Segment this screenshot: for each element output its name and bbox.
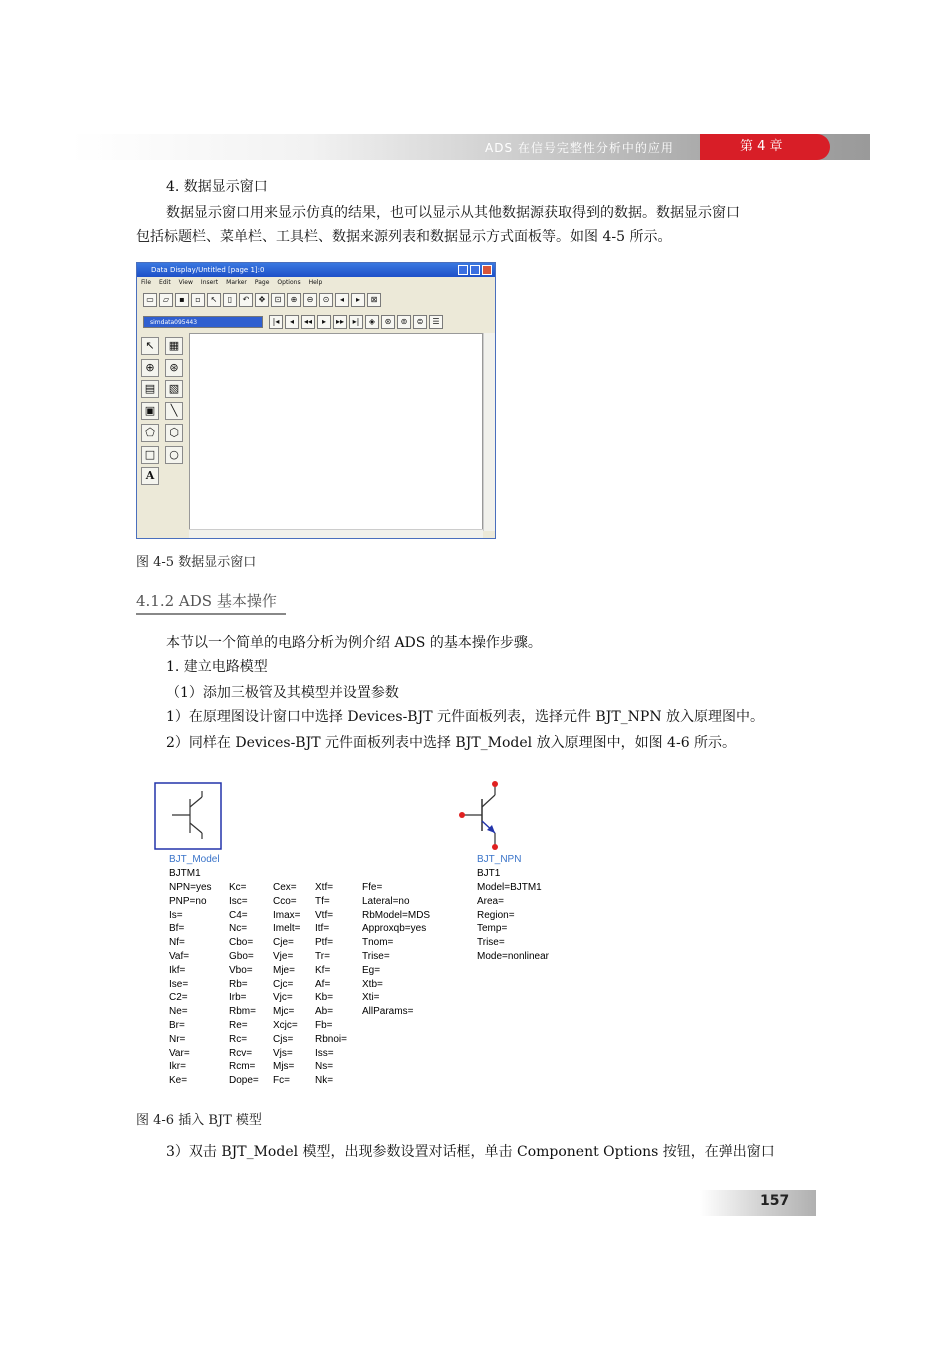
bjt-model-params-col2: [229, 881, 259, 1088]
line-icon[interactable]: ╲: [165, 402, 183, 420]
rectangle-icon[interactable]: □: [141, 446, 159, 464]
param-entry: Vaf=: [169, 950, 190, 962]
param-entry: Rbnoi=: [315, 1033, 347, 1045]
param-entry: Vjs=: [273, 1047, 293, 1059]
last-icon[interactable]: ▸|: [349, 315, 363, 329]
running-header-title: ADS 在信号完整性分析中的应用: [485, 141, 674, 155]
polar-plot-icon[interactable]: ⊕: [141, 359, 159, 377]
param-entry: Ffe=: [362, 882, 383, 893]
paragraph-line: 包括标题栏、菜单栏、工具栏、数据来源列表和数据显示方式面板等。如图 4-5 所示。: [136, 229, 672, 245]
bjt-model-params-col5: [362, 881, 430, 1019]
param-entry: C4=: [229, 909, 248, 921]
param-entry: Cex=: [273, 882, 297, 893]
zoom-out-icon[interactable]: ⊖: [303, 293, 317, 307]
list-settings-icon[interactable]: ☰: [429, 315, 443, 329]
param-entry: Mjs=: [273, 1061, 295, 1073]
param-entry: Rcm=: [229, 1061, 256, 1073]
param-entry: Rc=: [229, 1033, 248, 1045]
param-entry: Cjc=: [273, 978, 294, 990]
param-entry: Eg=: [362, 964, 381, 976]
param-entry: Fc=: [273, 1075, 290, 1087]
close-icon[interactable]: [482, 265, 492, 275]
param-entry: Iss=: [315, 1047, 334, 1059]
param-entry: Kf=: [315, 964, 331, 976]
param-entry: Vbo=: [229, 964, 253, 976]
figure-caption: 图 4-5 数据显示窗口: [136, 555, 257, 570]
param-entry: Nf=: [169, 937, 185, 949]
param-entry: Dope=: [229, 1075, 259, 1087]
param-entry: Af=: [315, 978, 331, 990]
chapter-tab: 第 4 章: [700, 134, 830, 160]
list-icon[interactable]: ▧: [165, 380, 183, 398]
equation-icon[interactable]: ▣: [141, 402, 159, 420]
param-entry: Cje=: [273, 937, 294, 949]
select-pointer-icon[interactable]: ↖: [207, 293, 221, 307]
param-entry: Cjs=: [273, 1033, 294, 1045]
menu-view[interactable]: View: [178, 279, 193, 286]
param-entry: Mje=: [273, 964, 295, 976]
bjt-model-box[interactable]: [155, 783, 221, 849]
param-entry: Ns=: [315, 1061, 334, 1073]
zoom-icon[interactable]: ⊙: [319, 293, 333, 307]
bjt-model-params-col4: [315, 881, 347, 1088]
param-entry: Rcv=: [229, 1047, 253, 1059]
param-entry: Xtb=: [362, 978, 383, 990]
param-entry: Temp=: [477, 923, 508, 935]
param-entry: Imax=: [273, 909, 301, 921]
param-entry: Trise=: [477, 937, 505, 949]
param-entry: Fb=: [315, 1019, 333, 1031]
param-entry: Xcjc=: [273, 1019, 298, 1031]
bjt-npn-instance: BJT1: [477, 867, 501, 879]
param-entry: Kc=: [229, 882, 247, 893]
zoom-in-icon[interactable]: ⊕: [287, 293, 301, 307]
param-entry: Cco=: [273, 895, 297, 907]
rectangular-plot-icon[interactable]: ▦: [165, 337, 183, 355]
collector-pin-icon[interactable]: [492, 781, 498, 787]
param-entry: Xti=: [362, 992, 380, 1004]
param-entry: Is=: [169, 909, 183, 921]
plot-type-palette: [139, 335, 191, 489]
list-item: 2）同样在 Devices-BJT 元件面板列表中选择 BJT_Model 放入原理图中，如图 4-6 所示。: [166, 735, 737, 751]
bjt-npn-params: [477, 881, 549, 964]
emitter-pin-icon[interactable]: [492, 844, 498, 850]
param-entry: Tf=: [315, 895, 330, 907]
menu-insert[interactable]: Insert: [200, 279, 219, 286]
param-entry: Region=: [477, 909, 515, 921]
list-item: 3）双击 BJT_Model 模型，出现参数设置对话框，单击 Component Options 按钮，在弹出窗口: [166, 1144, 775, 1160]
paragraph-line: 数据显示窗口用来显示仿真的结果，也可以显示从其他数据源获取得到的数据。数据显示窗口: [166, 205, 740, 221]
forward-icon[interactable]: ▸: [317, 315, 331, 329]
param-entry: Tr=: [315, 950, 330, 962]
param-entry: Xtf=: [315, 882, 334, 893]
smith-chart-icon[interactable]: ⊛: [165, 359, 183, 377]
close-page-icon[interactable]: ⊠: [367, 293, 381, 307]
prev-page-icon[interactable]: ◂: [335, 293, 349, 307]
bjt-npn-name: BJT_NPN: [477, 854, 522, 865]
param-entry: Re=: [229, 1019, 248, 1031]
window-title-bar: [137, 263, 495, 277]
menu-bar: [137, 277, 495, 289]
datasource-select[interactable]: simdata095443: [143, 316, 263, 328]
param-entry: Ke=: [169, 1075, 188, 1087]
datasource-toolbar: [137, 311, 495, 333]
delete-icon[interactable]: ▯: [223, 293, 237, 307]
param-entry: Area=: [477, 895, 504, 907]
bjt-model-params-col1: [169, 881, 212, 1088]
menu-file[interactable]: File: [141, 279, 152, 286]
bjt-model-instance: BJTM1: [169, 867, 201, 879]
text-icon[interactable]: A: [141, 467, 159, 485]
polyline-icon[interactable]: ⬠: [141, 424, 159, 442]
open-folder-icon[interactable]: ▱: [159, 293, 173, 307]
undo-icon[interactable]: ↶: [239, 293, 253, 307]
param-entry: Ptf=: [315, 937, 334, 949]
param-entry: Gbo=: [229, 950, 254, 962]
new-file-icon[interactable]: ▭: [143, 293, 157, 307]
toolbar: [137, 289, 495, 311]
horizontal-scrollbar[interactable]: [189, 529, 483, 539]
marker-zoom-icon[interactable]: ⊚: [397, 315, 411, 329]
param-entry: NPN=yes: [169, 882, 212, 893]
param-entry: Trise=: [362, 950, 390, 962]
param-entry: Imelt=: [273, 923, 301, 935]
param-entry: Nr=: [169, 1033, 186, 1045]
param-entry: Itf=: [315, 923, 330, 935]
param-entry: Ab=: [315, 1006, 334, 1018]
param-entry: Kb=: [315, 992, 334, 1004]
bjt-model-name: BJT_Model: [169, 854, 220, 865]
list-item: 1）在原理图设计窗口中选择 Devices-BJT 元件面板列表，选择元件 BJT_NPN 放入原理图中。: [166, 709, 765, 725]
param-entry: Model=BJTM1: [477, 882, 542, 893]
param-entry: Vje=: [273, 950, 294, 962]
bjt-npn-symbol-icon[interactable]: [459, 781, 498, 850]
next-page-icon[interactable]: ▸: [351, 293, 365, 307]
bjt-model-symbol-icon: [172, 791, 202, 839]
menu-edit[interactable]: Edit: [159, 279, 171, 286]
save-icon[interactable]: ▪: [175, 293, 189, 307]
pointer-icon[interactable]: ↖: [141, 337, 159, 355]
rewind-icon[interactable]: ◂◂: [301, 315, 315, 329]
bjt-npn-label: [477, 853, 521, 881]
param-entry: Ne=: [169, 1006, 188, 1018]
param-entry: Ikr=: [169, 1061, 186, 1073]
param-entry: Irb=: [229, 992, 247, 1004]
window-title: Data Display/Untitled [page 1]:0: [151, 266, 265, 274]
data-display-window-screenshot: [136, 262, 496, 539]
param-entry: Mode=nonlinear: [477, 950, 549, 962]
menu-page[interactable]: Page: [254, 279, 270, 286]
page-number: 157: [760, 1193, 790, 1209]
param-entry: Lateral=no: [362, 895, 410, 907]
menu-marker[interactable]: Marker: [226, 279, 247, 286]
param-entry: PNP=no: [169, 895, 207, 907]
param-entry: Rb=: [229, 978, 248, 990]
param-entry: Nk=: [315, 1075, 334, 1087]
polygon-icon[interactable]: ⬡: [165, 424, 183, 442]
display-canvas[interactable]: [189, 333, 483, 531]
param-entry: Bf=: [169, 923, 185, 935]
menu-help[interactable]: Help: [308, 279, 323, 286]
marker-find-icon[interactable]: ⊜: [413, 315, 427, 329]
bjt-symbols: [150, 775, 550, 855]
footer-band: [700, 1190, 816, 1216]
param-entry: Var=: [169, 1047, 190, 1059]
fast-forward-icon[interactable]: ▸▸: [333, 315, 347, 329]
print-icon[interactable]: ▫: [191, 293, 205, 307]
intro-paragraph: 本节以一个简单的电路分析为例介绍 ADS 的基本操作步骤。: [166, 635, 542, 651]
circle-icon[interactable]: ○: [165, 446, 183, 464]
param-entry: Nc=: [229, 923, 248, 935]
maximize-icon[interactable]: [470, 265, 480, 275]
section-heading: 4. 数据显示窗口: [166, 179, 268, 195]
marker-search-icon[interactable]: ⊛: [381, 315, 395, 329]
zoom-area-icon[interactable]: ⊡: [271, 293, 285, 307]
param-entry: Vtf=: [315, 909, 334, 921]
param-entry: RbModel=MDS: [362, 909, 431, 921]
param-entry: AllParams=: [362, 1006, 414, 1018]
figure-caption: 图 4-6 插入 BJT 模型: [136, 1113, 262, 1128]
move-icon[interactable]: ✥: [255, 293, 269, 307]
stacked-plot-icon[interactable]: ▤: [141, 380, 159, 398]
param-entry: Tnom=: [362, 937, 394, 949]
param-entry: Approxqb=yes: [362, 923, 427, 935]
step-heading: 1. 建立电路模型: [166, 659, 268, 675]
vertical-scrollbar[interactable]: [483, 333, 496, 531]
param-entry: Cbo=: [229, 937, 254, 949]
minimize-icon[interactable]: [458, 265, 468, 275]
bjt-model-params-col3: [273, 881, 301, 1088]
param-entry: Rbm=: [229, 1006, 256, 1018]
menu-options[interactable]: Options: [277, 279, 301, 286]
substep: （1）添加三极管及其模型并设置参数: [166, 685, 399, 701]
param-entry: Mjc=: [273, 1006, 295, 1018]
param-entry: Ise=: [169, 978, 189, 990]
param-entry: Br=: [169, 1019, 185, 1031]
param-entry: Isc=: [229, 895, 248, 907]
param-entry: Vjc=: [273, 992, 293, 1004]
back-icon[interactable]: ◂: [285, 315, 299, 329]
param-entry: Ikf=: [169, 964, 186, 976]
base-pin-icon[interactable]: [459, 812, 465, 818]
marker-icon[interactable]: ◈: [365, 315, 379, 329]
param-entry: C2=: [169, 992, 188, 1004]
bjt-model-label: [169, 853, 220, 881]
section-title: 4.1.2 ADS 基本操作: [136, 590, 286, 615]
first-icon[interactable]: |◂: [269, 315, 283, 329]
